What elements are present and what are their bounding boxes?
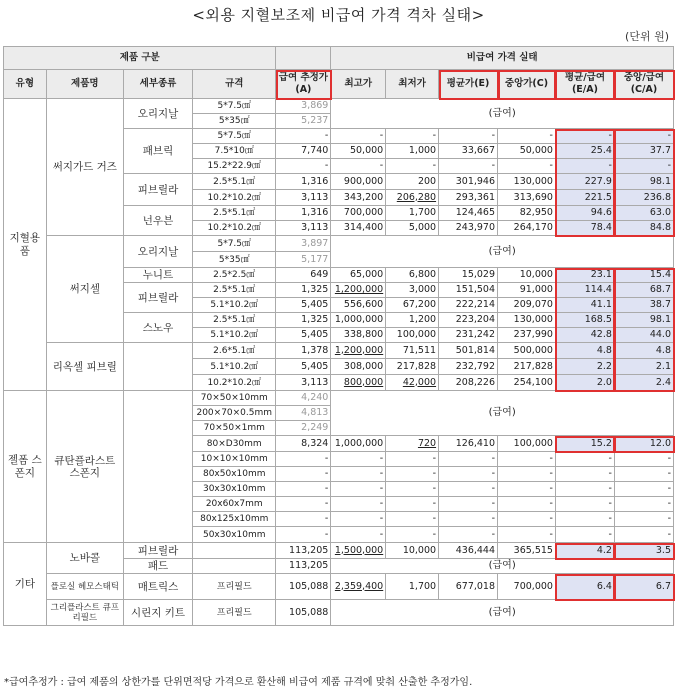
insured-price-cell: 1,378 [276, 343, 331, 359]
min-price: 1,000 [386, 144, 439, 159]
avg-price: 243,970 [439, 221, 498, 236]
avg-ratio: 78.4 [555, 221, 614, 236]
median-ratio: - [614, 467, 673, 482]
spec-cell: 2.5*5.1㎠ [193, 206, 276, 221]
max-price: 314,400 [331, 221, 386, 236]
insured-price-cell: 5,405 [276, 298, 331, 313]
avg-ratio: 23.1 [555, 268, 614, 283]
median-price: 10,000 [498, 268, 556, 283]
product-name: 써지가드 거즈 [46, 99, 123, 236]
median-ratio: 2.4 [614, 375, 673, 391]
product-name: 리옥셀 피브릴 [46, 343, 123, 391]
table-row [4, 543, 674, 559]
min-price: 3,000 [386, 283, 439, 298]
max-price: 1,000,000 [331, 436, 386, 452]
avg-price: 126,410 [439, 436, 498, 452]
max-price: - [331, 512, 386, 527]
insured-price-cell: - [276, 467, 331, 482]
subtype-cell: 누니트 [123, 268, 192, 283]
insured-note: (급여) [331, 559, 674, 574]
min-price: - [386, 512, 439, 527]
spec-cell: 10.2*10.2㎠ [193, 221, 276, 236]
median-price: - [498, 467, 556, 482]
avg-ratio: - [555, 482, 614, 497]
subtype-cell: 매트릭스 [123, 574, 192, 600]
spec-cell: 5*7.5㎠ [193, 99, 276, 114]
median-ratio: 6.7 [614, 574, 673, 600]
spec-cell: 10.2*10.2㎠ [193, 190, 276, 206]
min-price: 6,800 [386, 268, 439, 283]
median-ratio: 98.1 [614, 174, 673, 190]
avg-ratio: 4.2 [555, 543, 614, 559]
insured-price-cell: 113,205 [276, 543, 331, 559]
avg-ratio: 168.5 [555, 313, 614, 328]
max-price: 1,000,000 [331, 313, 386, 328]
table-row [4, 600, 674, 626]
insured-price-cell: 1,316 [276, 174, 331, 190]
avg-ratio: 42.8 [555, 328, 614, 343]
median-price: - [498, 482, 556, 497]
spec-cell: 10.2*10.2㎠ [193, 375, 276, 391]
avg-price: 301,946 [439, 174, 498, 190]
avg-ratio: 15.2 [555, 436, 614, 452]
median-ratio: 98.1 [614, 313, 673, 328]
subtype-cell: 피브릴라 [123, 283, 192, 313]
avg-ratio: 41.1 [555, 298, 614, 313]
insured-price-cell: 3,113 [276, 221, 331, 236]
insured-price-cell: - [276, 452, 331, 467]
avg-price: - [439, 527, 498, 543]
spec-cell: 15.2*22.9㎠ [193, 159, 276, 174]
median-ratio: - [614, 512, 673, 527]
avg-price: 677,018 [439, 574, 498, 600]
col-avg-ratio: 평균/급여 (E/A) [555, 70, 614, 99]
avg-ratio: - [555, 497, 614, 512]
median-ratio: 44.0 [614, 328, 673, 343]
avg-ratio: - [555, 512, 614, 527]
max-price: 700,000 [331, 206, 386, 221]
avg-price: - [439, 129, 498, 144]
spec-cell: 5.1*10.2㎠ [193, 298, 276, 313]
median-ratio: - [614, 159, 673, 174]
median-ratio: 15.4 [614, 268, 673, 283]
max-price: 1,500,000 [331, 543, 386, 559]
median-ratio: 63.0 [614, 206, 673, 221]
subtype-cell: 피브릴라 [123, 174, 192, 206]
max-price: 900,000 [331, 174, 386, 190]
subtype-cell: 오리지날 [123, 99, 192, 129]
avg-ratio: 4.8 [555, 343, 614, 359]
min-price: 720 [386, 436, 439, 452]
median-price: 264,170 [498, 221, 556, 236]
min-price: - [386, 467, 439, 482]
product-name: 그리플라스트 큐프리필드 [46, 600, 123, 626]
spec-cell: 프리필드 [193, 600, 276, 626]
spec-cell: 50x30x10mm [193, 527, 276, 543]
insured-price-cell: 5,405 [276, 328, 331, 343]
median-price: 254,100 [498, 375, 556, 391]
median-price: 365,515 [498, 543, 556, 559]
min-price: - [386, 482, 439, 497]
subtype-cell: 시린지 키트 [123, 600, 192, 626]
spec-cell: 5.1*10.2㎠ [193, 328, 276, 343]
insured-price-cell: - [276, 482, 331, 497]
header-product-group: 제품 구분 [4, 47, 276, 70]
median-ratio: 68.7 [614, 283, 673, 298]
avg-ratio: - [555, 452, 614, 467]
median-price: - [498, 497, 556, 512]
type-cell: 젤폼 스폰지 [4, 391, 47, 543]
avg-price: - [439, 159, 498, 174]
max-price: - [331, 482, 386, 497]
document-title: <외용 지혈보조제 비급여 가격 격차 실태> [192, 6, 485, 24]
median-ratio: - [614, 497, 673, 512]
table-row [4, 343, 674, 359]
median-price: 82,950 [498, 206, 556, 221]
subtype-cell: 피브릴라 [123, 543, 192, 559]
avg-price: 15,029 [439, 268, 498, 283]
median-price: 130,000 [498, 174, 556, 190]
min-price: 10,000 [386, 543, 439, 559]
avg-price: 232,792 [439, 359, 498, 375]
subtype-cell: 패브릭 [123, 129, 192, 174]
col-spec: 규격 [193, 70, 276, 99]
max-price: 2,359,400 [331, 574, 386, 600]
product-name: 노바콜 [46, 543, 123, 574]
subtype-cell: 패드 [123, 559, 192, 574]
max-price: - [331, 467, 386, 482]
median-price: - [498, 129, 556, 144]
avg-ratio: 2.2 [555, 359, 614, 375]
spec-cell: 2.5*2.5㎠ [193, 268, 276, 283]
insured-price-cell: 8,324 [276, 436, 331, 452]
col-median-ratio: 중앙/급여 (C/A) [614, 70, 673, 99]
avg-ratio: 2.0 [555, 375, 614, 391]
avg-price: - [439, 482, 498, 497]
median-ratio: 2.1 [614, 359, 673, 375]
col-subtype: 세부종류 [123, 70, 192, 99]
insured-price-cell: 4,813 [276, 406, 331, 421]
insured-price-cell: 7,740 [276, 144, 331, 159]
subtype-cell [123, 391, 192, 543]
spec-cell: 프리필드 [193, 574, 276, 600]
insured-price-cell: 5,405 [276, 359, 331, 375]
avg-price: 222,214 [439, 298, 498, 313]
price-gap-table [3, 46, 674, 626]
insured-price-cell: 105,088 [276, 574, 331, 600]
avg-price: 293,361 [439, 190, 498, 206]
min-price: 67,200 [386, 298, 439, 313]
median-ratio: 84.8 [614, 221, 673, 236]
insured-price-cell: 105,088 [276, 600, 331, 626]
max-price: 308,000 [331, 359, 386, 375]
max-price: 556,600 [331, 298, 386, 313]
median-price: 50,000 [498, 144, 556, 159]
col-min: 최저가 [386, 70, 439, 99]
col-median: 중앙가(C) [498, 70, 556, 99]
min-price: 100,000 [386, 328, 439, 343]
spec-cell: 70×50×1mm [193, 421, 276, 436]
avg-price: 124,465 [439, 206, 498, 221]
spec-cell [193, 543, 276, 559]
avg-price: - [439, 467, 498, 482]
median-price: 209,070 [498, 298, 556, 313]
median-price: 100,000 [498, 436, 556, 452]
table-row [4, 236, 674, 252]
avg-ratio: - [555, 129, 614, 144]
median-ratio: 37.7 [614, 144, 673, 159]
median-ratio: - [614, 129, 673, 144]
min-price: 217,828 [386, 359, 439, 375]
min-price: 5,000 [386, 221, 439, 236]
min-price: - [386, 159, 439, 174]
col-type: 유형 [4, 70, 47, 99]
avg-ratio: - [555, 159, 614, 174]
median-ratio: 4.8 [614, 343, 673, 359]
product-name: 플로실 헤모스태틱 [46, 574, 123, 600]
min-price: 1,200 [386, 313, 439, 328]
avg-price: - [439, 512, 498, 527]
max-price: - [331, 527, 386, 543]
avg-price: 33,667 [439, 144, 498, 159]
insured-price-cell: 2,249 [276, 421, 331, 436]
insured-price-cell: 3,869 [276, 99, 331, 114]
median-price: - [498, 527, 556, 543]
spec-cell: 5*7.5㎠ [193, 129, 276, 144]
insured-price-cell: 3,113 [276, 190, 331, 206]
median-ratio: 3.5 [614, 543, 673, 559]
min-price: 42,000 [386, 375, 439, 391]
avg-price: 151,504 [439, 283, 498, 298]
median-price: 700,000 [498, 574, 556, 600]
max-price: 800,000 [331, 375, 386, 391]
col-insured-price: 급여 추정가(A) [276, 70, 331, 99]
max-price: 1,200,000 [331, 343, 386, 359]
median-price: 130,000 [498, 313, 556, 328]
col-name: 제품명 [46, 70, 123, 99]
spec-cell: 200×70×0.5mm [193, 406, 276, 421]
median-ratio: - [614, 452, 673, 467]
spec-cell [193, 559, 276, 574]
avg-ratio: 114.4 [555, 283, 614, 298]
spec-cell: 80x50x10mm [193, 467, 276, 482]
insured-note: (급여) [331, 391, 674, 436]
subtype-cell: 넌우븐 [123, 206, 192, 236]
insured-price-cell: - [276, 497, 331, 512]
spec-cell: 7.5*10㎠ [193, 144, 276, 159]
spec-cell: 2.5*5.1㎠ [193, 283, 276, 298]
median-price: 500,000 [498, 343, 556, 359]
insured-price-cell: - [276, 129, 331, 144]
median-price: - [498, 159, 556, 174]
min-price: 206,280 [386, 190, 439, 206]
insured-price-cell: - [276, 159, 331, 174]
median-price: 313,690 [498, 190, 556, 206]
median-price: - [498, 452, 556, 467]
spec-cell: 5.1*10.2㎠ [193, 359, 276, 375]
spec-cell: 2.5*5.1㎠ [193, 174, 276, 190]
spec-cell: 5*7.5㎠ [193, 236, 276, 252]
avg-price: 436,444 [439, 543, 498, 559]
header-price-group: 비급여 가격 실태 [331, 47, 674, 70]
insured-price-cell: 3,113 [276, 375, 331, 391]
avg-price: - [439, 497, 498, 512]
min-price: 1,700 [386, 574, 439, 600]
insured-price-cell: 5,237 [276, 114, 331, 129]
median-price: - [498, 512, 556, 527]
min-price: - [386, 497, 439, 512]
min-price: 71,511 [386, 343, 439, 359]
avg-ratio: - [555, 527, 614, 543]
min-price: - [386, 452, 439, 467]
col-avg: 평균가(E) [439, 70, 498, 99]
type-cell: 지혈용품 [4, 99, 47, 391]
insured-price-cell: 5,177 [276, 252, 331, 268]
subtype-cell [123, 343, 192, 391]
avg-price: 208,226 [439, 375, 498, 391]
median-ratio: 38.7 [614, 298, 673, 313]
spec-cell: 2.6*5.1㎠ [193, 343, 276, 359]
table-row [4, 574, 674, 600]
type-cell: 기타 [4, 543, 47, 626]
spec-cell: 80x125x10mm [193, 512, 276, 527]
product-name: 써지셀 [46, 236, 123, 343]
avg-ratio: 94.6 [555, 206, 614, 221]
spec-cell: 80×D30mm [193, 436, 276, 452]
insured-price-cell: 1,316 [276, 206, 331, 221]
max-price: - [331, 159, 386, 174]
spec-cell: 70×50×10mm [193, 391, 276, 406]
spec-cell: 5*35㎠ [193, 252, 276, 268]
max-price: - [331, 497, 386, 512]
spec-cell: 30x30x10mm [193, 482, 276, 497]
insured-price-cell: 1,325 [276, 283, 331, 298]
max-price: 50,000 [331, 144, 386, 159]
insured-price-cell: - [276, 527, 331, 543]
insured-price-cell: - [276, 512, 331, 527]
median-ratio: - [614, 482, 673, 497]
avg-ratio: 6.4 [555, 574, 614, 600]
col-max: 최고가 [331, 70, 386, 99]
avg-price: 223,204 [439, 313, 498, 328]
insured-note: (급여) [331, 236, 674, 268]
median-ratio: - [614, 527, 673, 543]
insured-note: (급여) [331, 600, 674, 626]
avg-ratio: 221.5 [555, 190, 614, 206]
max-price: - [331, 129, 386, 144]
insured-price-cell: 4,240 [276, 391, 331, 406]
unit-label: (단위 원) [625, 30, 669, 43]
spec-cell: 5*35㎠ [193, 114, 276, 129]
product-name: 큐탄플라스트 스폰지 [46, 391, 123, 543]
max-price: 338,800 [331, 328, 386, 343]
table-row [4, 391, 674, 406]
avg-ratio: - [555, 467, 614, 482]
subtype-cell: 오리지날 [123, 236, 192, 268]
max-price: 65,000 [331, 268, 386, 283]
avg-ratio: 25.4 [555, 144, 614, 159]
max-price: 343,200 [331, 190, 386, 206]
avg-price: 501,814 [439, 343, 498, 359]
insured-price-cell: 1,325 [276, 313, 331, 328]
insured-note: (급여) [331, 99, 674, 129]
median-ratio: 236.8 [614, 190, 673, 206]
min-price: - [386, 129, 439, 144]
min-price: - [386, 527, 439, 543]
min-price: 1,700 [386, 206, 439, 221]
insured-price-cell: 649 [276, 268, 331, 283]
max-price: 1,200,000 [331, 283, 386, 298]
insured-price-cell: 3,897 [276, 236, 331, 252]
median-price: 217,828 [498, 359, 556, 375]
table-row [4, 99, 674, 114]
max-price: - [331, 452, 386, 467]
median-price: 91,000 [498, 283, 556, 298]
spec-cell: 10×10×10mm [193, 452, 276, 467]
spec-cell: 2.5*5.1㎠ [193, 313, 276, 328]
median-ratio: 12.0 [614, 436, 673, 452]
insured-price-cell: 113,205 [276, 559, 331, 574]
avg-price: 231,242 [439, 328, 498, 343]
avg-ratio: 227.9 [555, 174, 614, 190]
subtype-cell: 스노우 [123, 313, 192, 343]
min-price: 200 [386, 174, 439, 190]
footnote: *급여추정가 : 급여 제품의 상한가를 단위면적당 가격으로 환산해 비급여 제품 규격에 맞춰 산출한 추정가임. [4, 677, 473, 688]
avg-price: - [439, 452, 498, 467]
spec-cell: 20x60x7mm [193, 497, 276, 512]
median-price: 237,990 [498, 328, 556, 343]
